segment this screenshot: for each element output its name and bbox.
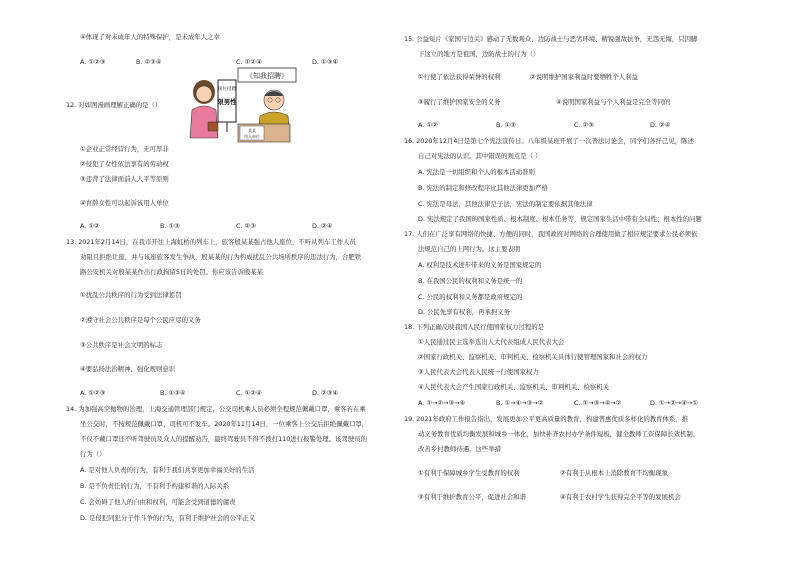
option-line: ④人民代表大会产生国家行政机关、监察机关、审判机关、检察机关 bbox=[418, 383, 610, 391]
choice-a: A. ①②③ bbox=[80, 58, 106, 66]
choice-c: C. ②③ bbox=[236, 222, 256, 230]
option-line: ①行使了依法获得荣誉的权利 bbox=[418, 73, 501, 81]
option-line: ②国家行政机关、监察机关、审判机关、检察机关具体行使管理国家和社会的权力 bbox=[418, 353, 648, 361]
choice-d: D. ②④ bbox=[650, 121, 671, 129]
option-line: ②遵守社会公共秩序是每个公民应尽的义务 bbox=[80, 316, 201, 324]
choice-c: C. ①②④ bbox=[236, 58, 262, 66]
svg-text:用人单位: 用人单位 bbox=[244, 134, 260, 139]
choice-c: C. ①②④ bbox=[236, 389, 262, 397]
option-line: ④育龄女性可以起诉该用人单位 bbox=[80, 199, 169, 207]
question-text: 自己对宪法的认识。其中错误的观点是（ ） bbox=[418, 152, 542, 160]
option-line: ③人民代表大会代表人民统一行使国家权力 bbox=[418, 368, 539, 376]
choice-c: C. ①→③→④→② bbox=[574, 399, 622, 407]
option-line: ④体现了对未成年人的特殊保护，是未成年人之幸 bbox=[80, 33, 220, 41]
question-19: 19. 2021年政府工作报告指出，发展更加公平更高质量的教育，构建普惠优质多样化的教育体系，推 bbox=[404, 415, 689, 423]
question-text: 法规范自己的上网行为。这主要表明 bbox=[418, 245, 521, 253]
choice-c: C. 宪法是母法，其他法律是子法，宪法的制定要依据其他法律 bbox=[418, 200, 593, 208]
svg-text:岗位招聘: 岗位招聘 bbox=[218, 87, 236, 92]
question-16: 16. 2020年12月4日是第七个宪法宣传日。八年级某班开展了一次普法讨论会，同学们各抒己见，陈述 bbox=[404, 137, 694, 145]
question-text: 改善乡村教师待遇。这些举措 bbox=[418, 445, 502, 453]
choice-b: B. ①→④→③→② bbox=[496, 399, 544, 407]
question-text: 坐公交时，不按规范佩戴口罩，司机可不发车。2020年11月14日，一位乘客上公交后拒绝佩戴口罩， bbox=[80, 420, 369, 428]
cartoon-image bbox=[178, 66, 300, 144]
choice-a: A. 是对他人负责的行为，有利于我们共享更加幸福美好的生活 bbox=[80, 466, 255, 474]
question-12: 12. 对如图漫画理解正确的是（） bbox=[66, 101, 162, 109]
option-line: ②有利于从根本上消除教育不均衡现象 bbox=[560, 469, 668, 477]
choice-b: B. 宪法的制定和修改程序比其他法律更加严格 bbox=[418, 184, 548, 192]
question-18: 18. 下列正确反映我国人民行使国家权力过程的是 bbox=[404, 323, 545, 331]
choice-a: A. ①② bbox=[418, 121, 438, 129]
question-17: 17. 人们在广泛享有网络的快捷、方便的同时，我国政府对网络的合理使用做了相应规定要求公民必须依 bbox=[404, 230, 698, 238]
cartoon-title: 《知我招聘》 bbox=[246, 72, 288, 80]
question-text: 行为（） bbox=[80, 450, 106, 458]
choice-b: B. ①③ bbox=[160, 222, 180, 230]
choice-d: D. 是侵犯同犯分子作斗争的行为，有利于维护社会的公平正义 bbox=[80, 514, 256, 522]
choice-a: A. 权利是技术进步带来的义务是国家规定的 bbox=[418, 261, 542, 269]
option-line: ①企业正常经营行为，无可厚非 bbox=[80, 145, 169, 153]
choice-a: A. ①② bbox=[80, 222, 100, 230]
choice-b: B. ①③ bbox=[496, 121, 516, 129]
choice-d: D. 宪法规定了我国的国家性质、根本制度、根本任务等，规定国家生活中带有全局性、根本性的问题 bbox=[418, 215, 702, 223]
choice-c: C. ②③ bbox=[574, 121, 594, 129]
option-line: ①人民通过民主选举选出人大代表组成人民代表大会 bbox=[418, 338, 565, 346]
option-line: ②侵犯了女性依法享有的劳动权 bbox=[80, 160, 169, 168]
question-text: 下这立的地方是祖国，边防战士的行为（） bbox=[418, 50, 540, 58]
choice-d: D. ①→②→④→① bbox=[650, 399, 698, 407]
choice-d: D. ②③④ bbox=[312, 389, 339, 397]
choice-c: C. 会妨碍了他人的自由和权利，可能会受到道德的谴责 bbox=[80, 498, 236, 506]
choice-d: D. ②④ bbox=[312, 222, 333, 230]
option-line: ③履行了维护国家安全的义务 bbox=[418, 98, 501, 106]
choice-a: A. ①②③ bbox=[80, 389, 106, 397]
question-text: 劝阻且拒绝让座，并与该座旅客发生争执，殷某某的行为构成扰乱公共场所秩序的违法行为，合肥铁 bbox=[80, 253, 362, 261]
choice-b: B. ①③④ bbox=[160, 389, 186, 397]
question-text: 路公安机关对殷某某作出行政拘留5日的处罚。你应该告诉殷某某 bbox=[80, 268, 264, 276]
question-13: 13. 2021年2月14日，在我市开往上海虹桥的列车上，旅客殷某某强占他人座位，不听从列车工作人员 bbox=[66, 238, 356, 246]
question-15: 15. 公益短片《家国与边关》感动了无数观众，边防战士与恶劣环境、精锐强敌抗争，无怨无悔，只因脚 bbox=[404, 35, 698, 43]
choice-d: D. ①③④ bbox=[312, 58, 339, 66]
choice-d: D. 公民先享有权利，再承担义务 bbox=[418, 308, 511, 316]
option-line: ③违背了法律面前人人平等原则 bbox=[80, 175, 169, 183]
question-text: 不仅不戴口罩还不听驾驶员及众人的提醒劝告，最终驾驶员不得不拨打110进行报警处理。该驾驶员的 bbox=[80, 435, 367, 443]
option-line: ②说明维护国家利益时要牺牲个人利益 bbox=[530, 73, 638, 81]
option-line: ④说明国家利益与个人利益是完全等同的 bbox=[556, 98, 671, 106]
choice-a: A. 宪法是一切组织和个人的根本活动准则 bbox=[418, 168, 535, 176]
question-14: 14. 为加强高空抛物的治理，上海交通管理部门规定，公交司机乘人员必须全程规范佩戴口罩，乘客若在乘 bbox=[66, 405, 366, 413]
option-line: ④要弘扬法治精神，强化规则意识 bbox=[80, 365, 176, 373]
choice-b: B. ②③④ bbox=[136, 58, 162, 66]
option-line: ③公共秩序是社会文明的标志 bbox=[80, 341, 163, 349]
question-text: 动义务教育优质均衡发展和城乡一体化，加快补齐农村办学条件短板，健全教师工资保障长效机制， bbox=[418, 430, 700, 438]
option-line: ①扰乱公共秩序的行为受到法律惩罚 bbox=[80, 291, 182, 299]
option-line: ①有利于保障城乡学生受教育的权利 bbox=[418, 469, 520, 477]
choice-b: B. 是不负责任的行为，不有利于构建和谐的人际关系 bbox=[80, 482, 230, 490]
option-line: ④有利于农村学生获得完全平等的发展机会 bbox=[560, 493, 681, 501]
svg-text:某某: 某某 bbox=[248, 128, 256, 133]
choice-c: C. 公民的权利和义务都是政府规定的 bbox=[418, 293, 523, 301]
option-line: ③有利于维护教育公平，促进社会和谐 bbox=[418, 493, 526, 501]
choice-b: B. 在我国公民的权利和义务是统一的 bbox=[418, 277, 523, 285]
svg-text:限男性: 限男性 bbox=[217, 98, 237, 106]
choice-a: A. ①→②→③→④ bbox=[418, 399, 466, 407]
